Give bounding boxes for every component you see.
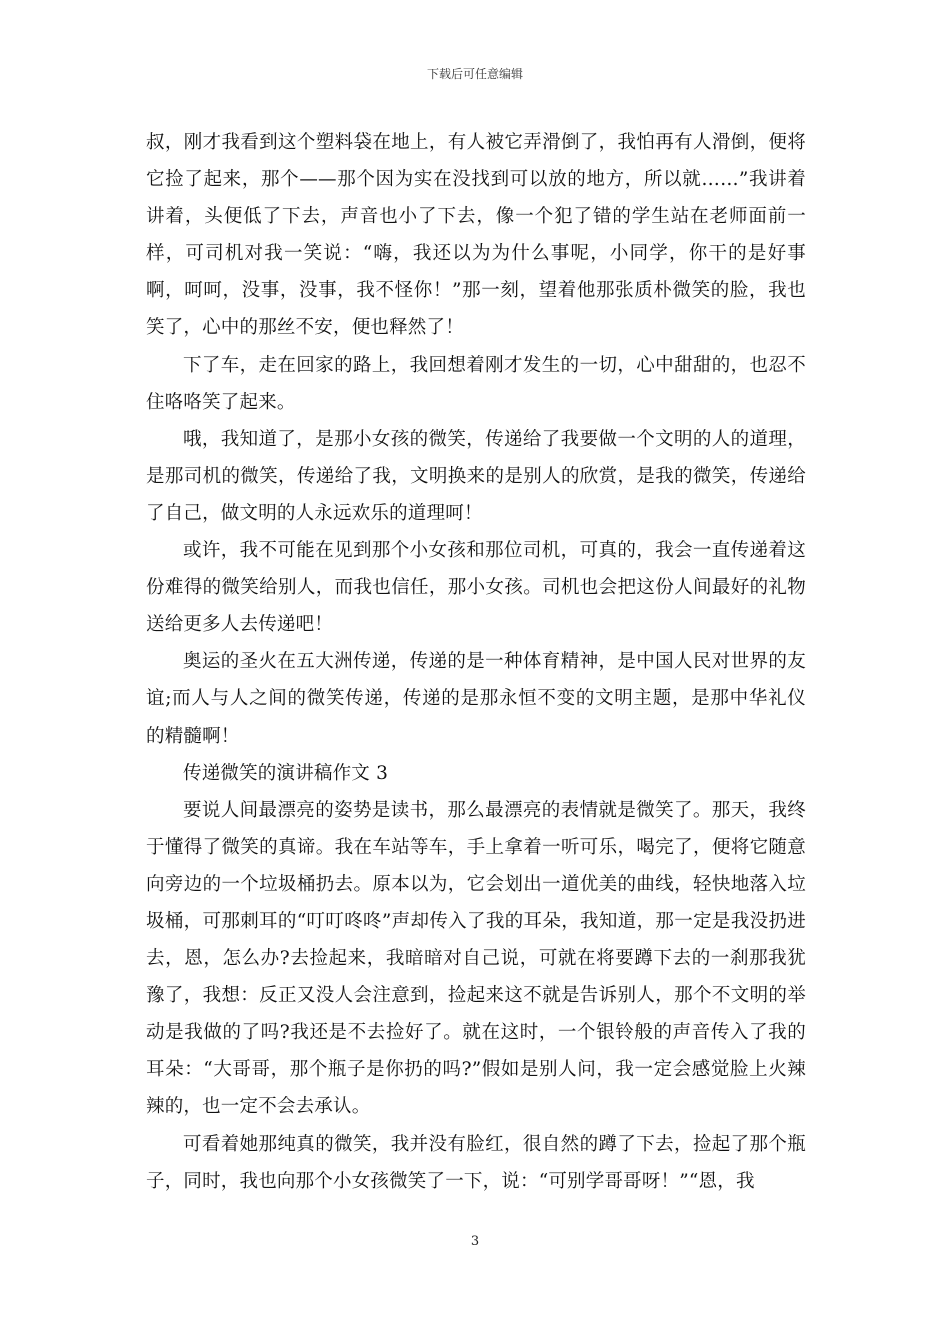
paragraph: 奥运的圣火在五大洲传递，传递的是一种体育精神，是中国人民对世界的友谊;而人与人之间的微笑传递，传递的是那永恒不变的文明主题，是那中华礼仪的精髓啊！ [146, 651, 806, 747]
paragraph: 下了车，走在回家的路上，我回想着刚才发生的一切，心中甜甜的，也忍不住咯咯笑了起来。 [146, 354, 806, 413]
paragraph: 或许，我不可能在见到那个小女孩和那位司机，可真的，我会一直传递着这份难得的微笑给别人，而我也信任，那小女孩。司机也会把这份人间最好的礼物送给更多人去传递吧！ [146, 540, 806, 636]
section-title: 传递微笑的演讲稿作文 3 [183, 762, 389, 784]
document-body [146, 124, 806, 1200]
paragraph-continuation: 叔，刚才我看到这个塑料袋在地上，有人被它弄滑倒了，我怕再有人滑倒，便将它捡了起来，那个——那个因为实在没找到可以放的地方，所以就……”我讲着讲着，头便低了下去，声音也小了下去，像一个犯了错的学生站在老师面前一样，可司机对我一笑说：“嗨，我还以为为什么事呢，小同学，你干的是好事啊，呵呵，没事，没事，我不怪你！”那一刻，望着他那张质朴微笑的脸，我也笑了，心中的那丝不安，便也释然了！ [146, 132, 806, 339]
page-header: 下载后可任意编辑 [426, 67, 523, 81]
paragraph: 可看着她那纯真的微笑，我并没有脸红，很自然的蹲了下去，捡起了那个瓶子，同时，我也向那个小女孩微笑了一下，说：“可别学哥哥呀！”“恩，我 [146, 1133, 806, 1192]
page-number: 3 [470, 1234, 480, 1249]
paragraph: 哦，我知道了，是那小女孩的微笑，传递给了我要做一个文明的人的道理，是那司机的微笑，传递给了我，文明换来的是别人的欣赏，是我的微笑，传递给了自己，做文明的人永远欢乐的道理呵！ [146, 428, 806, 524]
paragraph: 要说人间最漂亮的姿势是读书，那么最漂亮的表情就是微笑了。那天，我终于懂得了微笑的真谛。我在车站等车，手上拿着一听可乐，喝完了，便将它随意向旁边的一个垃圾桶扔去。原本以为，它会划出一道优美的曲线，轻快地落入垃圾桶，可那刺耳的“叮叮咚咚”声却传入了我的耳朵，我知道，那一定是我没扔进去，恩，怎么办?去捡起来，我暗暗对自己说，可就在将要蹲下去的一刹那我犹豫了，我想：反正又没人会注意到，捡起来这不就是告诉别人，那个不文明的举动是我做的了吗?我还是不去捡好了。就在这时，一个银铃般的声音传入了我的耳朵：“大哥哥，那个瓶子是你扔的吗?”假如是别人问，我一定会感觉脸上火辣辣的，也一定不会去承认。 [146, 799, 806, 1118]
